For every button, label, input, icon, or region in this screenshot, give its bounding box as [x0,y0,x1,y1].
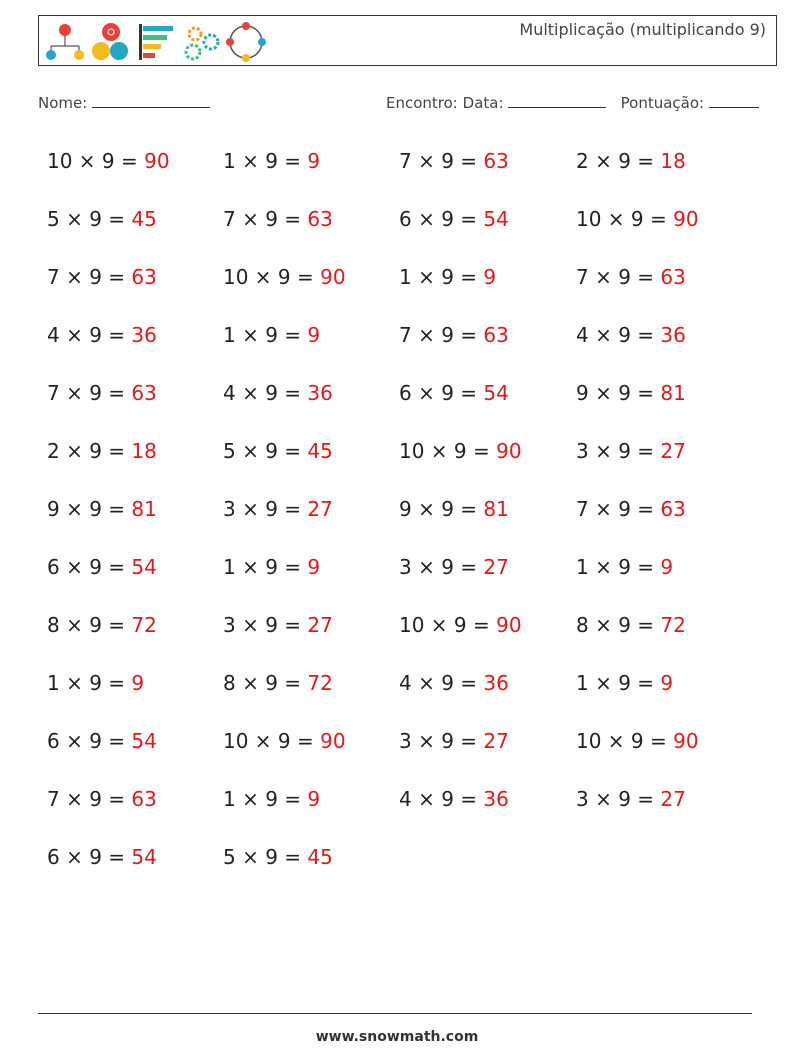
problem-answer: 54 [483,207,509,231]
problem-question: 1 × 9 = [223,323,308,347]
problem-question: 1 × 9 = [47,671,132,695]
problem-question: 7 × 9 = [399,149,484,173]
footer-url: www.snowmath.com [315,1029,479,1045]
problem-answer: 54 [131,729,157,753]
problem-answer: 81 [660,381,686,405]
problem-answer: 9 [131,671,145,695]
problem-answer: 27 [660,439,686,463]
problem-answer: 63 [131,787,157,811]
problem-question: 10 × 9 = [576,207,674,231]
problem-item [223,671,333,695]
problem-question: 1 × 9 = [576,555,661,579]
problem-answer: 63 [483,323,509,347]
problem-answer: 27 [660,787,686,811]
problem-answer: 90 [673,729,699,753]
problem-answer: 63 [483,149,509,173]
problem-item [47,729,157,753]
problem-question: 10 × 9 = [399,439,497,463]
problem-question: 3 × 9 = [576,787,661,811]
problem-answer: 72 [660,613,686,637]
problem-question: 1 × 9 = [223,555,308,579]
problem-answer: 9 [483,265,497,289]
problem-item [47,613,157,637]
problem-item [47,671,144,695]
problem-item [576,729,699,753]
problem-item [47,149,170,173]
score-label: Pontuação: [620,94,705,112]
problem-item [223,613,333,637]
problem-question: 3 × 9 = [399,555,484,579]
problem-question: 7 × 9 = [47,787,132,811]
problem-answer: 45 [307,845,333,869]
problem-question: 10 × 9 = [223,729,321,753]
footer-divider [38,1013,752,1014]
problem-item [47,265,157,289]
problem-item [47,439,157,463]
problem-question: 9 × 9 = [576,381,661,405]
problem-question: 3 × 9 = [223,497,308,521]
problem-answer: 81 [131,497,157,521]
problem-question: 7 × 9 = [576,497,661,521]
problem-question: 10 × 9 = [399,613,497,637]
problem-item [576,555,673,579]
problem-question: 7 × 9 = [399,323,484,347]
problem-answer: 63 [131,265,157,289]
problem-answer: 72 [307,671,333,695]
problem-question: 4 × 9 = [223,381,308,405]
problem-answer: 81 [483,497,509,521]
worksheet-title: Multiplicação (multiplicando 9) [519,20,766,39]
problem-item [223,265,346,289]
problem-question: 2 × 9 = [576,149,661,173]
problem-item [576,671,673,695]
problem-answer: 36 [307,381,333,405]
problem-question: 4 × 9 = [399,671,484,695]
problem-answer: 90 [496,439,522,463]
problem-item [47,381,157,405]
problem-question: 6 × 9 = [47,845,132,869]
problem-answer: 9 [307,149,321,173]
problem-question: 8 × 9 = [223,671,308,695]
problem-answer: 54 [483,381,509,405]
problem-item [399,555,509,579]
problem-answer: 63 [131,381,157,405]
problem-question: 1 × 9 = [576,671,661,695]
problem-question: 6 × 9 = [47,729,132,753]
problem-item [47,323,157,347]
problem-answer: 90 [144,149,170,173]
problem-item [576,497,686,521]
problem-item [223,149,320,173]
name-label: Nome: [38,94,88,112]
problem-question: 3 × 9 = [223,613,308,637]
problem-answer: 45 [307,439,333,463]
problem-answer: 72 [131,613,157,637]
problem-item [576,149,686,173]
problem-question: 10 × 9 = [223,265,321,289]
problem-question: 1 × 9 = [223,149,308,173]
problem-answer: 27 [307,497,333,521]
problem-question: 2 × 9 = [47,439,132,463]
problem-question: 4 × 9 = [576,323,661,347]
problem-item [399,613,522,637]
problem-answer: 9 [307,323,321,347]
problem-item [399,497,509,521]
problem-question: 6 × 9 = [399,381,484,405]
problem-answer: 63 [660,497,686,521]
problem-item [47,497,157,521]
problem-item [399,265,496,289]
problem-item [399,729,509,753]
problem-question: 8 × 9 = [47,613,132,637]
problem-answer: 90 [320,265,346,289]
problem-question: 7 × 9 = [47,265,132,289]
problem-item [223,381,333,405]
problem-item [576,613,686,637]
problem-item [399,149,509,173]
problem-question: 4 × 9 = [399,787,484,811]
problem-answer: 18 [660,149,686,173]
problem-answer: 36 [483,787,509,811]
problem-question: 10 × 9 = [47,149,145,173]
problem-question: 5 × 9 = [47,207,132,231]
problem-answer: 90 [320,729,346,753]
problem-item [223,729,346,753]
problem-question: 3 × 9 = [576,439,661,463]
problem-item [576,265,686,289]
problem-item [47,787,157,811]
problem-item [223,845,333,869]
problem-question: 5 × 9 = [223,845,308,869]
problem-item [47,845,157,869]
problem-item [223,439,333,463]
problem-answer: 90 [673,207,699,231]
problem-item [399,323,509,347]
problem-item [399,439,522,463]
problem-answer: 63 [307,207,333,231]
problem-item [47,207,157,231]
problem-answer: 36 [483,671,509,695]
problem-question: 3 × 9 = [399,729,484,753]
problem-item [223,787,320,811]
problem-question: 6 × 9 = [47,555,132,579]
problem-answer: 36 [131,323,157,347]
problem-question: 6 × 9 = [399,207,484,231]
problem-answer: 27 [307,613,333,637]
problem-item [576,381,686,405]
problem-answer: 9 [660,671,674,695]
problem-item [223,497,333,521]
problem-answer: 54 [131,845,157,869]
problem-answer: 27 [483,555,509,579]
problem-answer: 9 [307,555,321,579]
problem-item [223,555,320,579]
problem-answer: 63 [660,265,686,289]
problem-question: 9 × 9 = [47,497,132,521]
problem-answer: 54 [131,555,157,579]
problem-answer: 18 [131,439,157,463]
problem-question: 1 × 9 = [223,787,308,811]
problem-question: 7 × 9 = [223,207,308,231]
problem-item [399,787,509,811]
problem-answer: 45 [131,207,157,231]
problem-question: 10 × 9 = [576,729,674,753]
problem-item [223,207,333,231]
problem-item [576,323,686,347]
problem-item [576,439,686,463]
problem-item [399,381,509,405]
problem-answer: 27 [483,729,509,753]
date-label: Data: [462,94,504,112]
problem-item [576,207,699,231]
problem-item [399,671,509,695]
problem-item [47,555,157,579]
problem-answer: 90 [496,613,522,637]
problem-question: 5 × 9 = [223,439,308,463]
problem-question: 7 × 9 = [576,265,661,289]
problem-answer: 36 [660,323,686,347]
problem-answer: 9 [307,787,321,811]
problem-question: 7 × 9 = [47,381,132,405]
problem-item [399,207,509,231]
meeting-label: Encontro: [386,94,458,112]
problem-question: 8 × 9 = [576,613,661,637]
problem-item [223,323,320,347]
problem-question: 9 × 9 = [399,497,484,521]
problem-item [576,787,686,811]
problem-question: 1 × 9 = [399,265,484,289]
problem-question: 4 × 9 = [47,323,132,347]
problem-answer: 9 [660,555,674,579]
